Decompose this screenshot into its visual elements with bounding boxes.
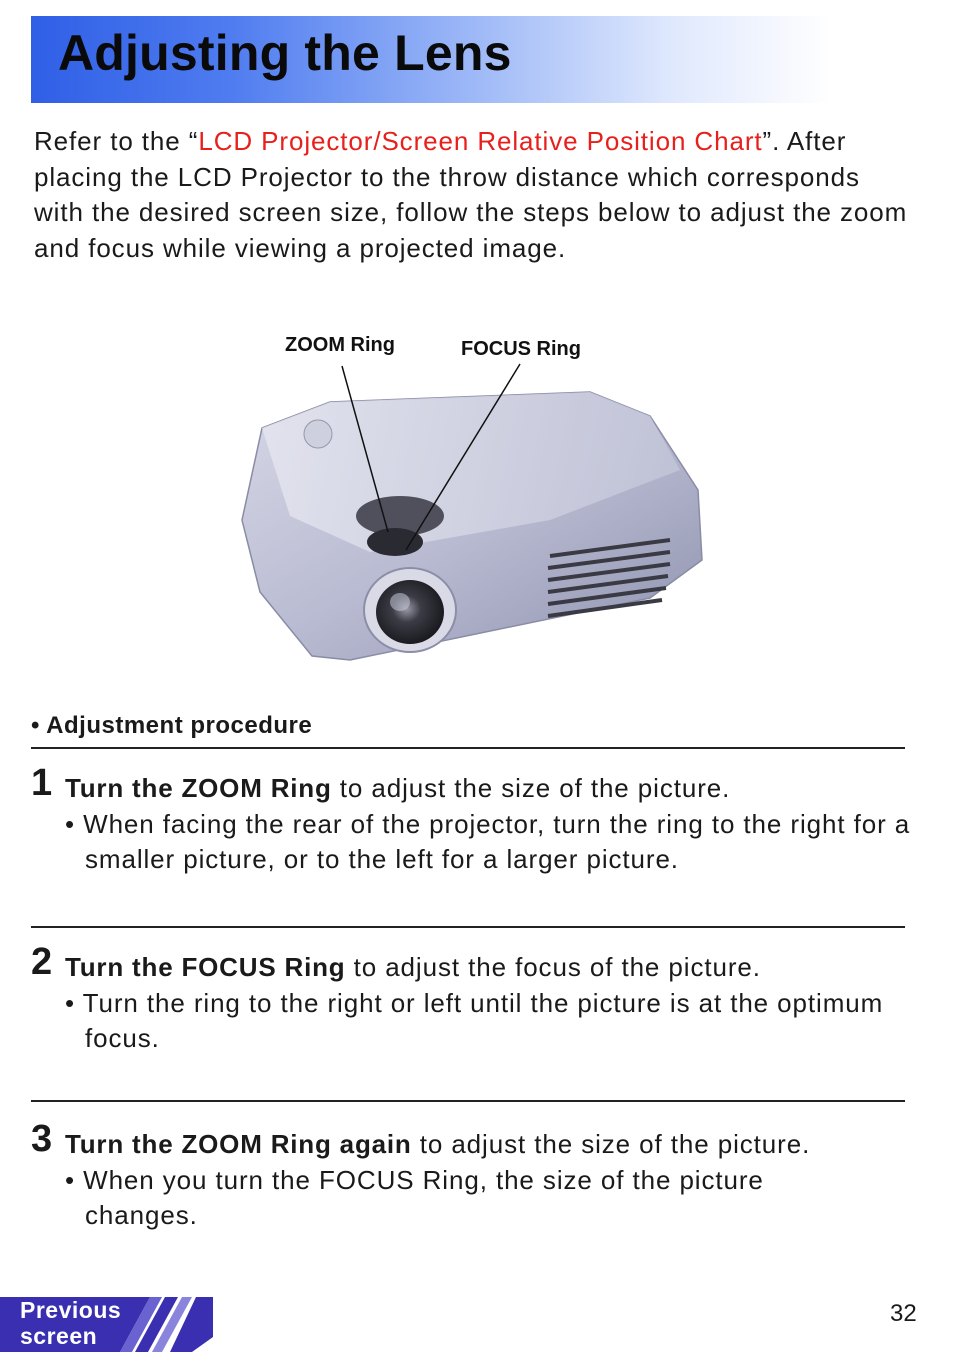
position-chart-link[interactable]: LCD Projector/Screen Relative Position Chart xyxy=(198,126,763,156)
step-instruction xyxy=(65,1127,831,1163)
step-detail: to adjust the focus of the picture. xyxy=(345,952,761,982)
intro-paragraph xyxy=(34,124,914,266)
previous-button-label xyxy=(20,1297,121,1349)
previous-screen-button[interactable] xyxy=(0,1297,215,1352)
step-detail: to adjust the size of the picture. xyxy=(331,773,731,803)
step-3 xyxy=(31,1118,831,1234)
intro-body: After placing the LCD Projector to the throw distance which corresponds with the desired screen size, follow the steps below to adjust the zoom and focus while viewing a projected image. xyxy=(34,126,908,263)
page-number: 32 xyxy=(890,1300,917,1327)
step-number: 2 xyxy=(31,941,53,983)
intro-prefix: Refer to the “ xyxy=(34,126,199,156)
intro-suffix: ”. xyxy=(762,126,781,156)
divider xyxy=(31,1100,905,1102)
step-number: 1 xyxy=(31,762,53,804)
previous-label-line1: Previous xyxy=(20,1297,122,1323)
zoom-ring-label: ZOOM Ring xyxy=(285,334,395,356)
step-action: Turn the FOCUS Ring xyxy=(65,952,346,982)
step-instruction xyxy=(65,771,921,807)
projector-figure xyxy=(230,320,730,680)
divider xyxy=(31,926,905,928)
step-note: • When facing the rear of the projector, turn the ring to the right for a smaller picture, or to the left for a larger picture. xyxy=(65,808,911,874)
procedure-heading: • Adjustment procedure xyxy=(31,712,313,739)
step-action: Turn the ZOOM Ring xyxy=(65,773,332,803)
projector-illustration-icon xyxy=(230,320,730,680)
step-number: 3 xyxy=(31,1118,53,1160)
step-1 xyxy=(31,762,921,878)
step-2 xyxy=(31,941,921,1057)
step-note: • Turn the ring to the right or left until the picture is at the optimum focus. xyxy=(65,987,884,1053)
step-instruction xyxy=(65,950,921,986)
previous-label-line2: screen xyxy=(20,1323,98,1349)
divider xyxy=(31,747,905,749)
step-detail: to adjust the size of the picture. xyxy=(411,1129,811,1159)
step-note: • When you turn the FOCUS Ring, the size of the picture changes. xyxy=(65,1164,764,1230)
focus-ring-label: FOCUS Ring xyxy=(461,338,581,360)
step-action: Turn the ZOOM Ring again xyxy=(65,1129,412,1159)
page-title: Adjusting the Lens xyxy=(58,25,512,81)
